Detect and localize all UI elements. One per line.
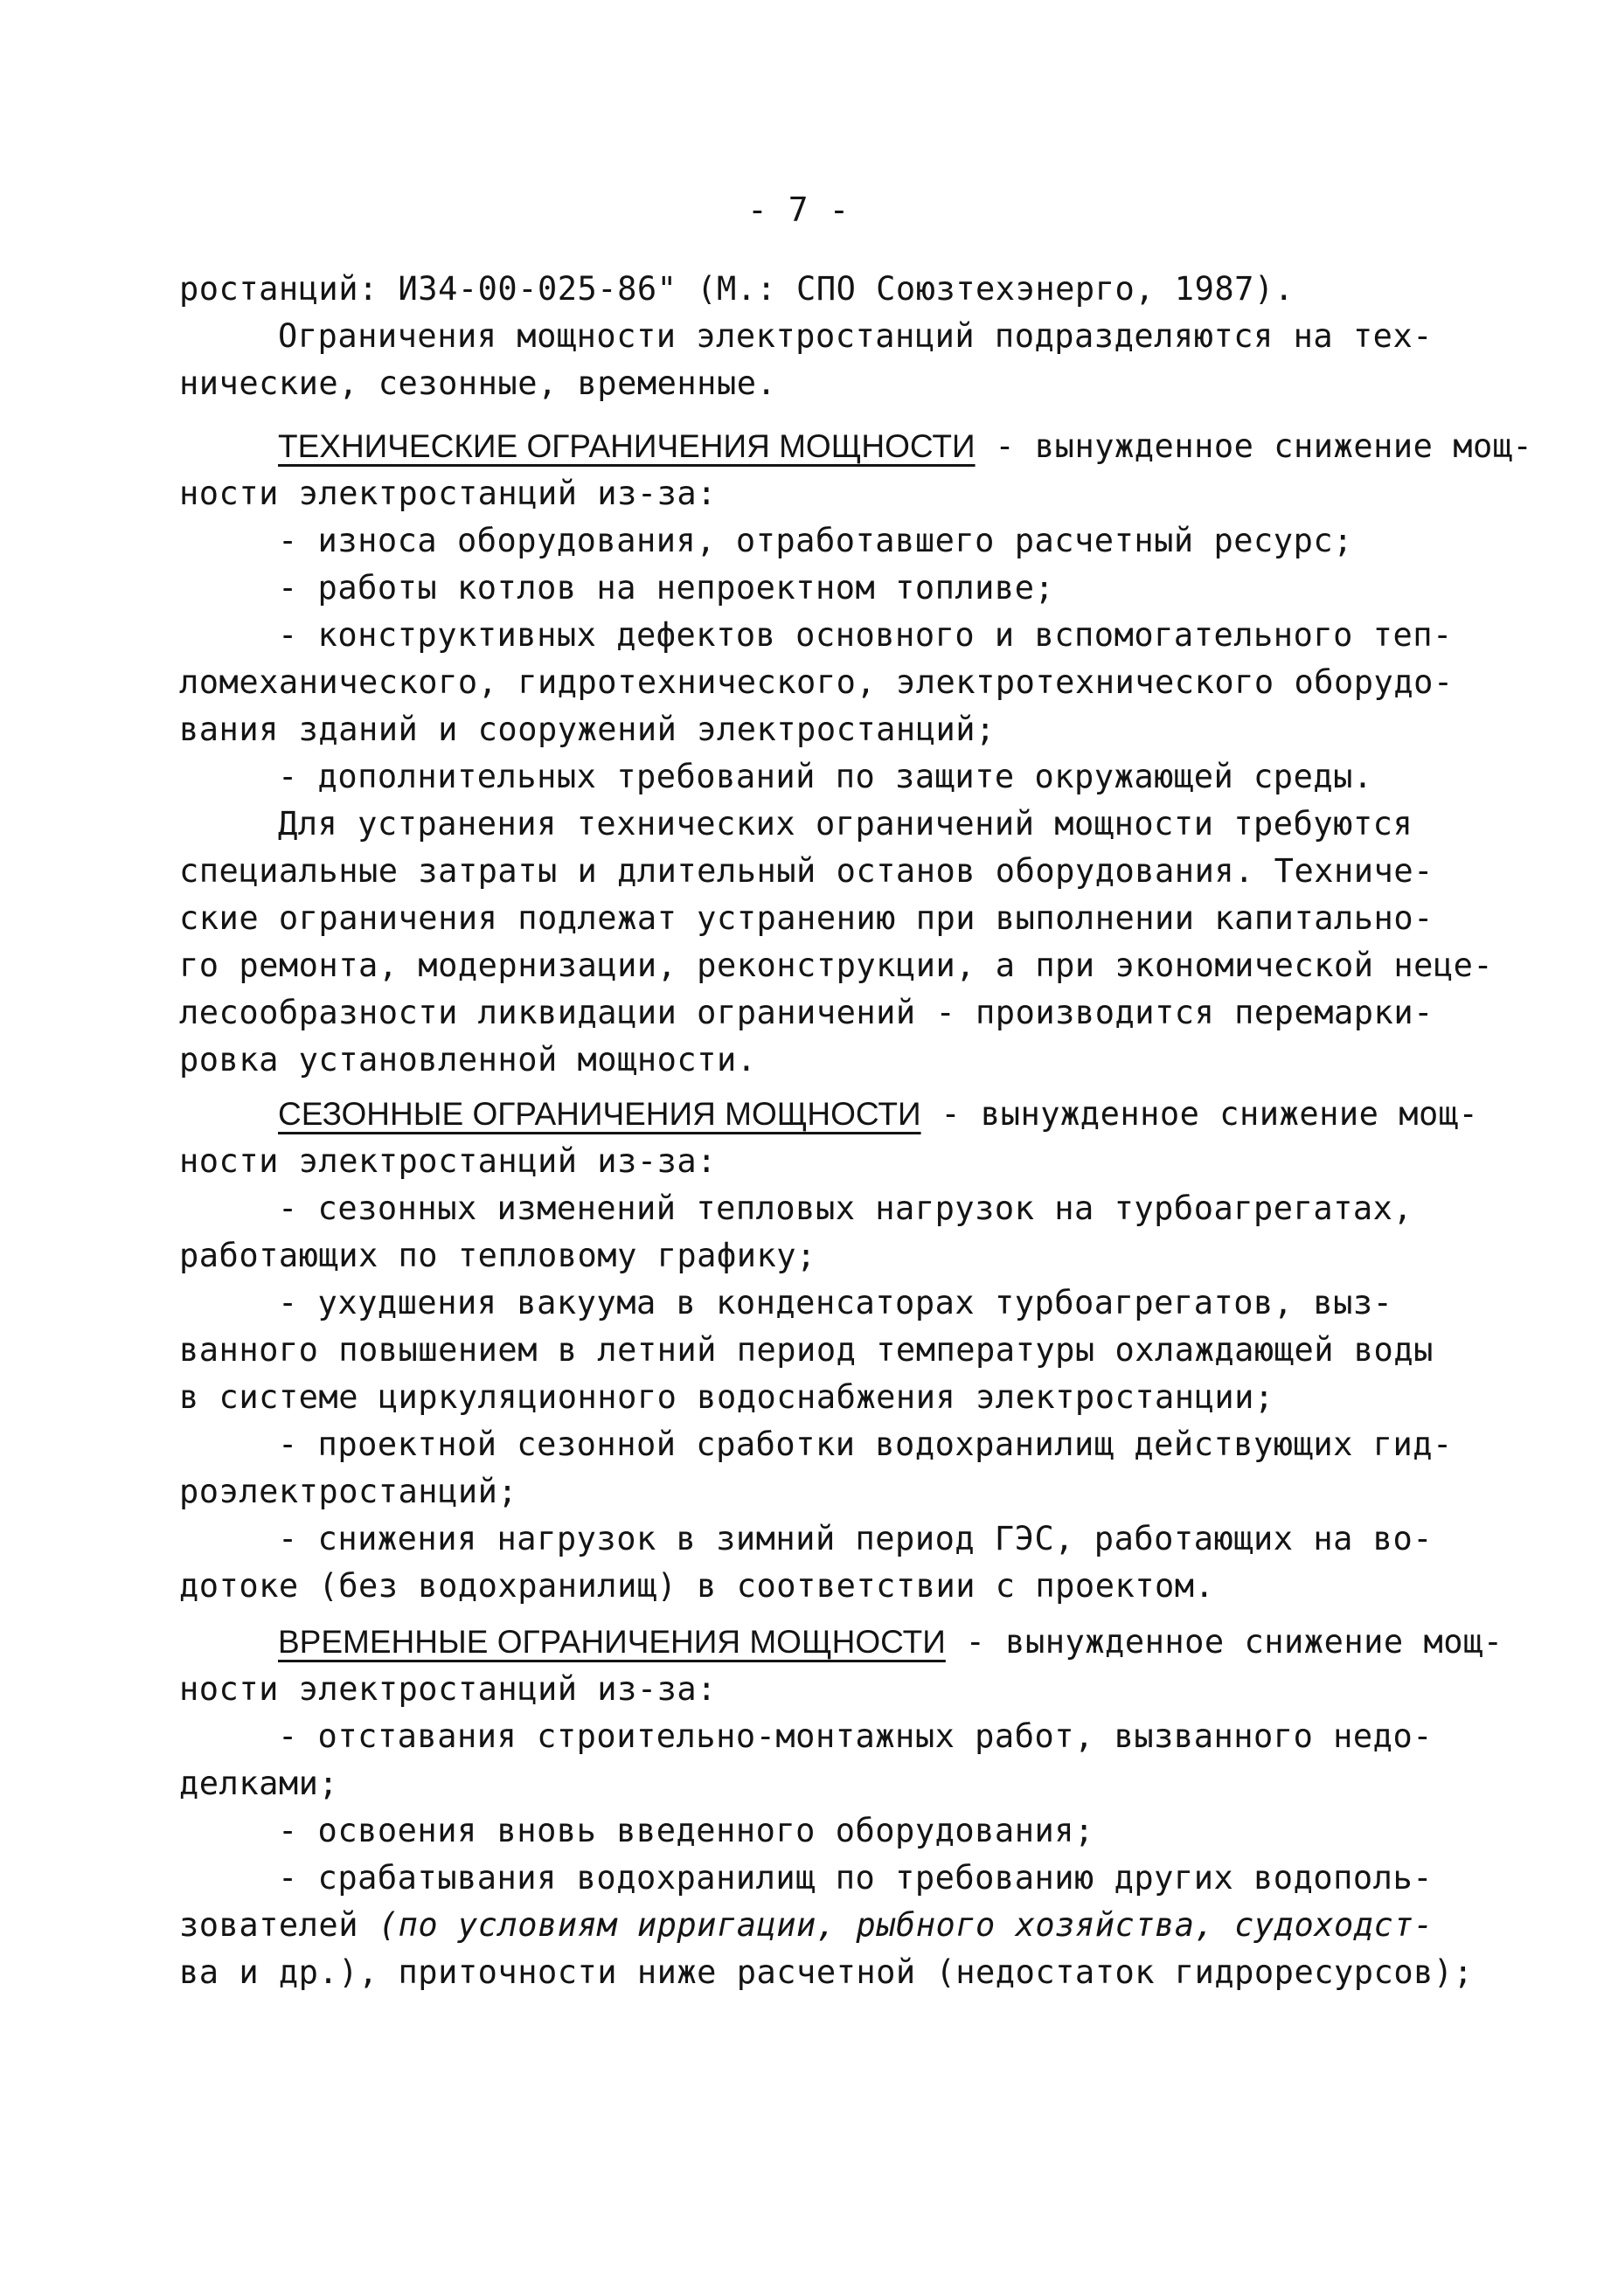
seasonal-line-4: работающих по тепловому графику; — [179, 1237, 816, 1274]
technical-line-9: Для устранения технических ограничений мощности требуются — [278, 805, 1413, 843]
page-number: - 7 - — [747, 191, 850, 229]
temporary-definition-rest: - вынужденное снижение мощ- — [945, 1623, 1503, 1661]
intro-line-2: Ограничения мощности электростанций подразделяются на тех- — [278, 317, 1434, 355]
intro-line-1: ростанций: И34-00-025-86" (М.: СПО Союзтехэнерго, 1987). — [179, 270, 1295, 308]
temporary-line-3: - отставания строительно-монтажных работ, вызванного недо- — [278, 1717, 1434, 1755]
technical-line-14: ровка установленной мощности. — [179, 1041, 757, 1079]
temporary-line-6: - срабатывания водохранилищ по требованию других водополь- — [278, 1859, 1434, 1897]
temporary-line-5: - освоения вновь введенного оборудования; — [278, 1812, 1094, 1849]
technical-line-13: лесообразности ликвидации ограничений - производится перемарки- — [179, 994, 1434, 1031]
temporary-definition-line-1 — [278, 1623, 1503, 1661]
technical-line-6: ломеханического, гидротехнического, электротехнического оборудо- — [179, 663, 1454, 701]
seasonal-line-3: - сезонных изменений тепловых нагрузок на турбоагрегатах, — [278, 1190, 1413, 1227]
seasonal-line-10: - снижения нагрузок в зимний период ГЭС, работающих на во- — [278, 1520, 1434, 1557]
temporary-limits-term: ВРЕМЕННЫЕ ОГРАНИЧЕНИЯ МОЩНОСТИ — [278, 1624, 946, 1660]
temporary-line-7-start: зователей — [179, 1906, 378, 1944]
seasonal-definition-line-1 — [278, 1095, 1479, 1133]
technical-limits-term: ТЕХНИЧЕСКИЕ ОГРАНИЧЕНИЯ МОЩНОСТИ — [278, 428, 976, 464]
technical-line-4: - работы котлов на непроектном топливе; — [278, 569, 1055, 607]
technical-line-2: ности электростанций из-за: — [179, 475, 717, 512]
temporary-line-4: делками; — [179, 1765, 339, 1802]
intro-line-3: нические, сезонные, временные. — [179, 364, 777, 402]
technical-line-10: специальные затраты и длительный останов оборудования. Техниче- — [179, 852, 1434, 890]
temporary-line-2: ности электростанций из-за: — [179, 1670, 717, 1708]
technical-definition-rest: - вынужденное снижение мощ- — [975, 427, 1533, 465]
seasonal-line-7: в системе циркуляционного водоснабжения электростанции; — [179, 1378, 1274, 1416]
technical-line-7: вания зданий и сооружений электростанций; — [179, 711, 996, 748]
technical-line-11: ские ограничения подлежат устранению при выполнении капитально- — [179, 899, 1434, 937]
technical-line-8: - дополнительных требований по защите окружающей среды. — [278, 758, 1373, 795]
seasonal-line-9: роэлектростанций; — [179, 1473, 518, 1510]
technical-line-12: го ремонта, модернизации, реконструкции, а при экономической неце- — [179, 947, 1494, 984]
technical-definition-line-1 — [278, 427, 1533, 465]
seasonal-limits-term: СЕЗОННЫЕ ОГРАНИЧЕНИЯ МОЩНОСТИ — [278, 1096, 921, 1132]
temporary-line-7 — [179, 1906, 1434, 1944]
seasonal-line-8: - проектной сезонной сработки водохранилищ действующих гид- — [278, 1425, 1453, 1463]
technical-line-5: - конструктивных дефектов основного и вспомогательного теп- — [278, 616, 1453, 654]
seasonal-definition-rest: - вынужденное снижение мощ- — [920, 1095, 1479, 1133]
technical-line-3: - износа оборудования, отработавшего расчетный ресурс; — [278, 522, 1353, 559]
seasonal-line-11: дотоке (без водохранилищ) в соответствии с проектом. — [179, 1567, 1215, 1605]
seasonal-line-2: ности электростанций из-за: — [179, 1142, 717, 1180]
seasonal-line-6: ванного повышением в летний период температуры охлаждающей воды — [179, 1331, 1434, 1369]
temporary-line-7-italic: (по условиям ирригации, рыбного хозяйства, судоходст- — [378, 1906, 1434, 1944]
seasonal-line-5: - ухудшения вакуума в конденсаторах турбоагрегатов, выз- — [278, 1284, 1393, 1321]
temporary-line-8: ва и др.), приточности ниже расчетной (недостаток гидроресурсов); — [179, 1953, 1474, 1991]
